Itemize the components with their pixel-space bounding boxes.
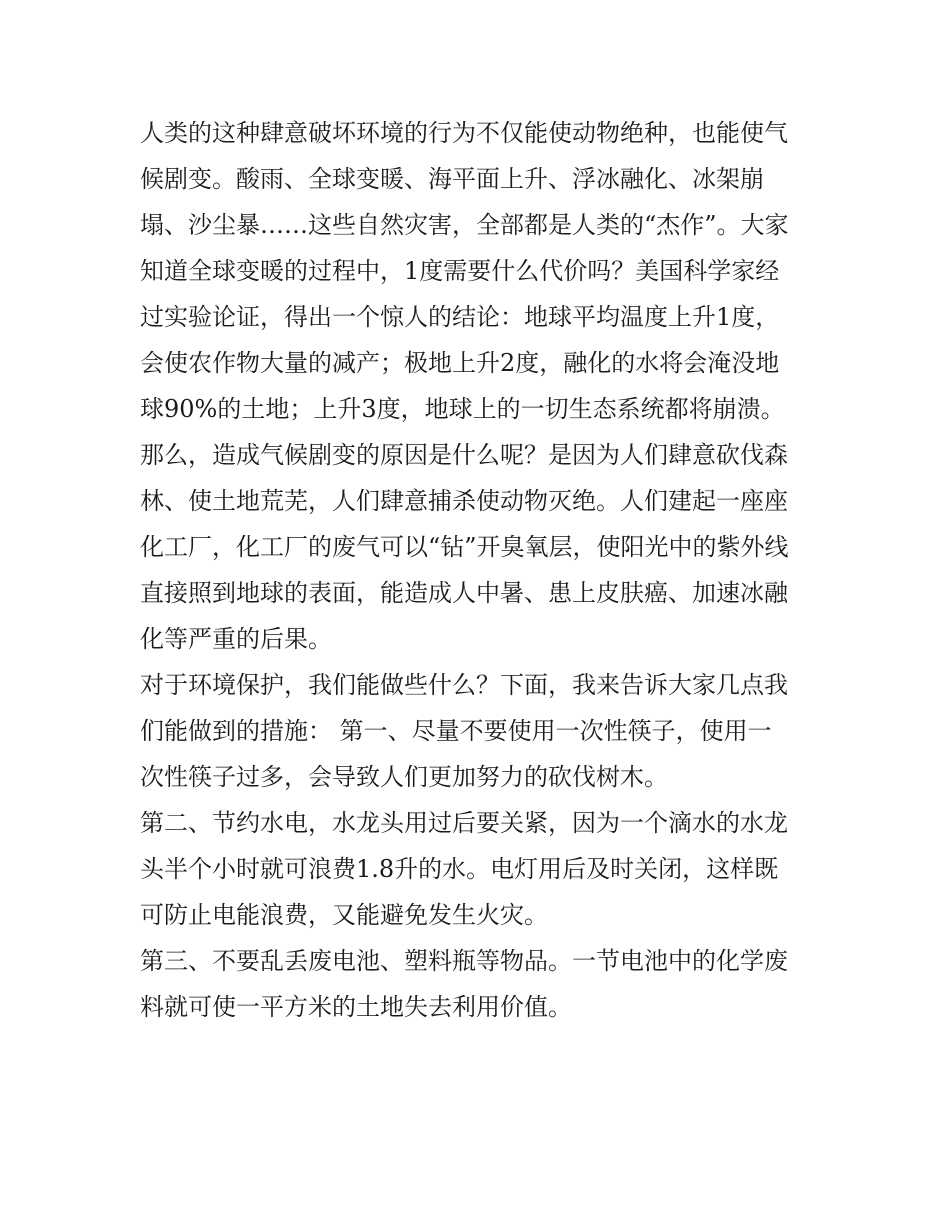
paragraph-climate-change [140, 110, 820, 662]
document-body [140, 110, 820, 1030]
paragraph-measure-three [140, 938, 820, 1030]
text-line: 对于环境保护，我们能做些什么？下面，我来告诉大家几点我 [140, 671, 788, 699]
paragraph-measures-intro [140, 662, 820, 800]
text-line: 直接照到地球的表面，能造成人中暑、患上皮肤癌、加速冰融 [140, 579, 788, 607]
text-line: 们能做到的措施： 第一、尽量不要使用一次性筷子，使用一 [140, 717, 772, 745]
text-line: 塌、沙尘暴……这些自然灾害，全部都是人类的“杰作”。大家 [140, 211, 789, 239]
text-line: 人类的这种肆意破坏环境的行为不仅能使动物绝种，也能使气 [140, 119, 788, 147]
text-line: 知道全球变暖的过程中，1度需要什么代价吗？美国科学家经 [140, 257, 780, 285]
text-line: 林、使土地荒芜，人们肆意捕杀使动物灭绝。人们建起一座座 [140, 487, 788, 515]
text-line: 球90%的土地；上升3度，地球上的一切生态系统都将崩溃。 [140, 395, 785, 423]
text-line: 候剧变。酸雨、全球变暖、海平面上升、浮冰融化、冰架崩 [140, 165, 764, 193]
text-line: 那么，造成气候剧变的原因是什么呢？是因为人们肆意砍伐森 [140, 441, 788, 469]
text-line: 可防止电能浪费，又能避免发生火灾。 [140, 901, 548, 929]
text-line: 过实验论证，得出一个惊人的结论：地球平均温度上升1度， [140, 303, 780, 331]
text-line: 化工厂，化工厂的废气可以“钻”开臭氧层，使阳光中的紫外线 [140, 533, 789, 561]
text-line: 第二、节约水电，水龙头用过后要关紧，因为一个滴水的水龙 [140, 809, 788, 837]
text-line: 化等严重的后果。 [140, 625, 332, 653]
paragraph-measure-two [140, 800, 820, 938]
text-line: 料就可使一平方米的土地失去利用价值。 [140, 993, 572, 1021]
text-line: 次性筷子过多，会导致人们更加努力的砍伐树木。 [140, 763, 668, 791]
text-line: 头半个小时就可浪费1.8升的水。电灯用后及时关闭，这样既 [140, 855, 779, 883]
text-line: 第三、不要乱丢废电池、塑料瓶等物品。一节电池中的化学废 [140, 947, 788, 975]
text-line: 会使农作物大量的减产；极地上升2度，融化的水将会淹没地 [140, 349, 780, 377]
